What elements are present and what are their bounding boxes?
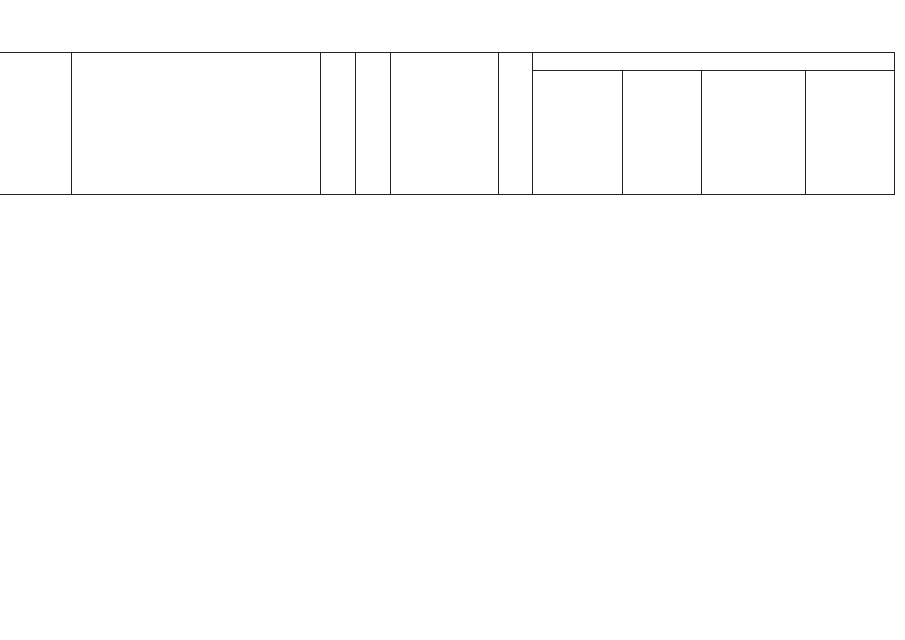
table-header (0, 52, 895, 195)
